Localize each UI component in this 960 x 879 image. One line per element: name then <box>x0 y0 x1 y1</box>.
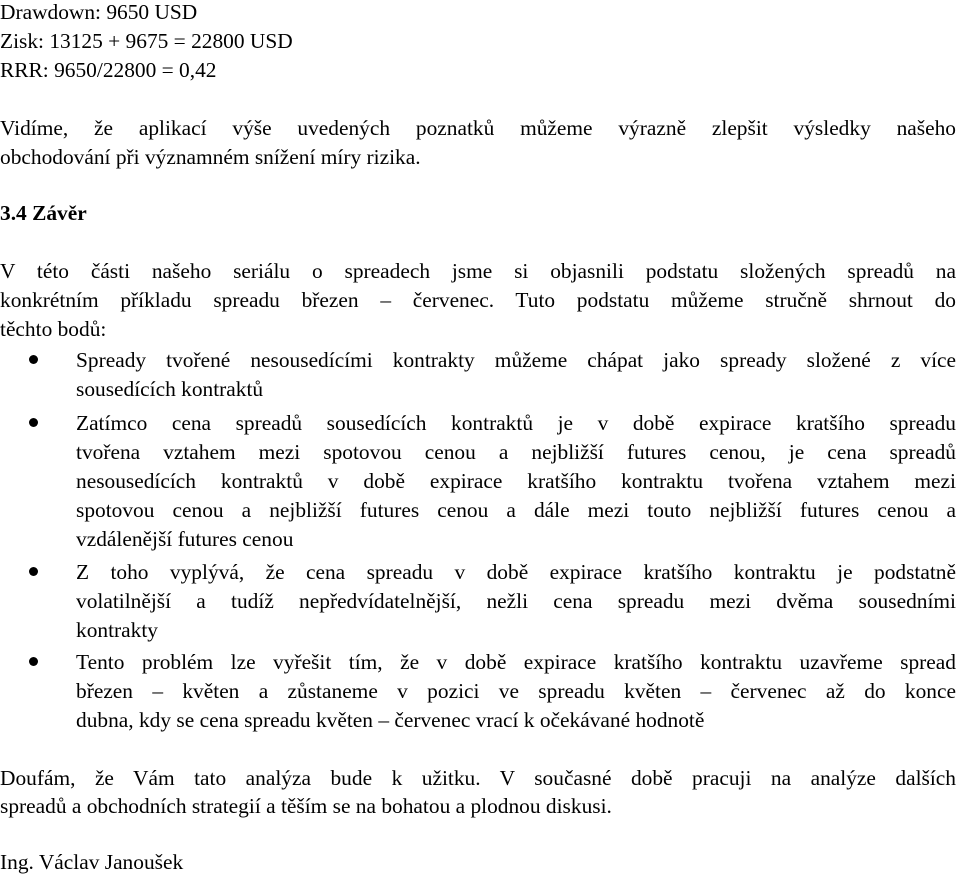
bullet-4-line-2: březen – květen a zůstaneme v pozici ve spreadu květen – červenec až do konce <box>76 679 956 703</box>
bullet-dot <box>29 657 38 666</box>
bullet-2-line-4: spotovou cenou a nejbližší futures cenou a dále mezi touto nejbližší futures cenou a <box>76 498 956 522</box>
conclusion-line-2: obchodování při významném snížení míry rizika. <box>0 145 421 169</box>
bullet-1-line-1: Spready tvořené nesousedícími kontrakty můžeme chápat jako spready složené z více <box>76 348 956 372</box>
intro-line-3: těchto bodů: <box>0 317 107 341</box>
bullet-4-line-3: dubna, kdy se cena spreadu květen – červenec vrací k očekávané hodnotě <box>76 708 705 732</box>
intro-line-2: konkrétním příkladu spreadu březen – červenec. Tuto podstatu můžeme stručně shrnout do <box>0 288 956 312</box>
bullet-2-line-3: nesousedících kontraktů v době expirace kratšího kontraktu tvořena vztahem mezi <box>76 469 956 493</box>
author-signature: Ing. Václav Janoušek <box>0 850 184 874</box>
rrr-line: RRR: 9650/22800 = 0,42 <box>0 58 217 82</box>
bullet-3-line-2: volatilnější a tudíž nepředvídatelnější, nežli cena spreadu mezi dvěma sousedními <box>76 589 956 613</box>
profit-line: Zisk: 13125 + 9675 = 22800 USD <box>0 29 293 53</box>
bullet-2-line-5: vzdálenější futures cenou <box>76 527 294 551</box>
bullet-1-line-2: sousedících kontraktů <box>76 377 264 401</box>
bullet-3-line-1: Z toho vyplývá, že cena spreadu v době expirace kratšího kontraktu je podstatně <box>76 560 956 584</box>
bullet-3-line-3: kontrakty <box>76 618 158 642</box>
bullet-dot <box>29 355 38 364</box>
bullet-4-line-1: Tento problém lze vyřešit tím, že v době expirace kratšího kontraktu uzavřeme spread <box>76 650 956 674</box>
conclusion-line-1: Vidíme, že aplikací výše uvedených poznatků můžeme výrazně zlepšit výsledky našeho <box>0 116 956 140</box>
drawdown-line: Drawdown: 9650 USD <box>0 0 198 24</box>
intro-line-1: V této části našeho seriálu o spreadech jsme si objasnili podstatu složených spreadů na <box>0 259 956 283</box>
bullet-2-line-2: tvořena vztahem mezi spotovou cenou a nejbližší futures cenou, je cena spreadů <box>76 440 956 464</box>
closing-line-1: Doufám, že Vám tato analýza bude k užitku. V současné době pracuji na analýze dalších <box>0 766 956 790</box>
section-heading: 3.4 Závěr <box>0 201 87 225</box>
bullet-dot <box>29 418 38 427</box>
bullet-2-line-1: Zatímco cena spreadů sousedících kontraktů je v době expirace kratšího spreadu <box>76 411 956 435</box>
bullet-dot <box>29 567 38 576</box>
closing-line-2: spreadů a obchodních strategií a těším se na bohatou a plodnou diskusi. <box>0 794 612 818</box>
